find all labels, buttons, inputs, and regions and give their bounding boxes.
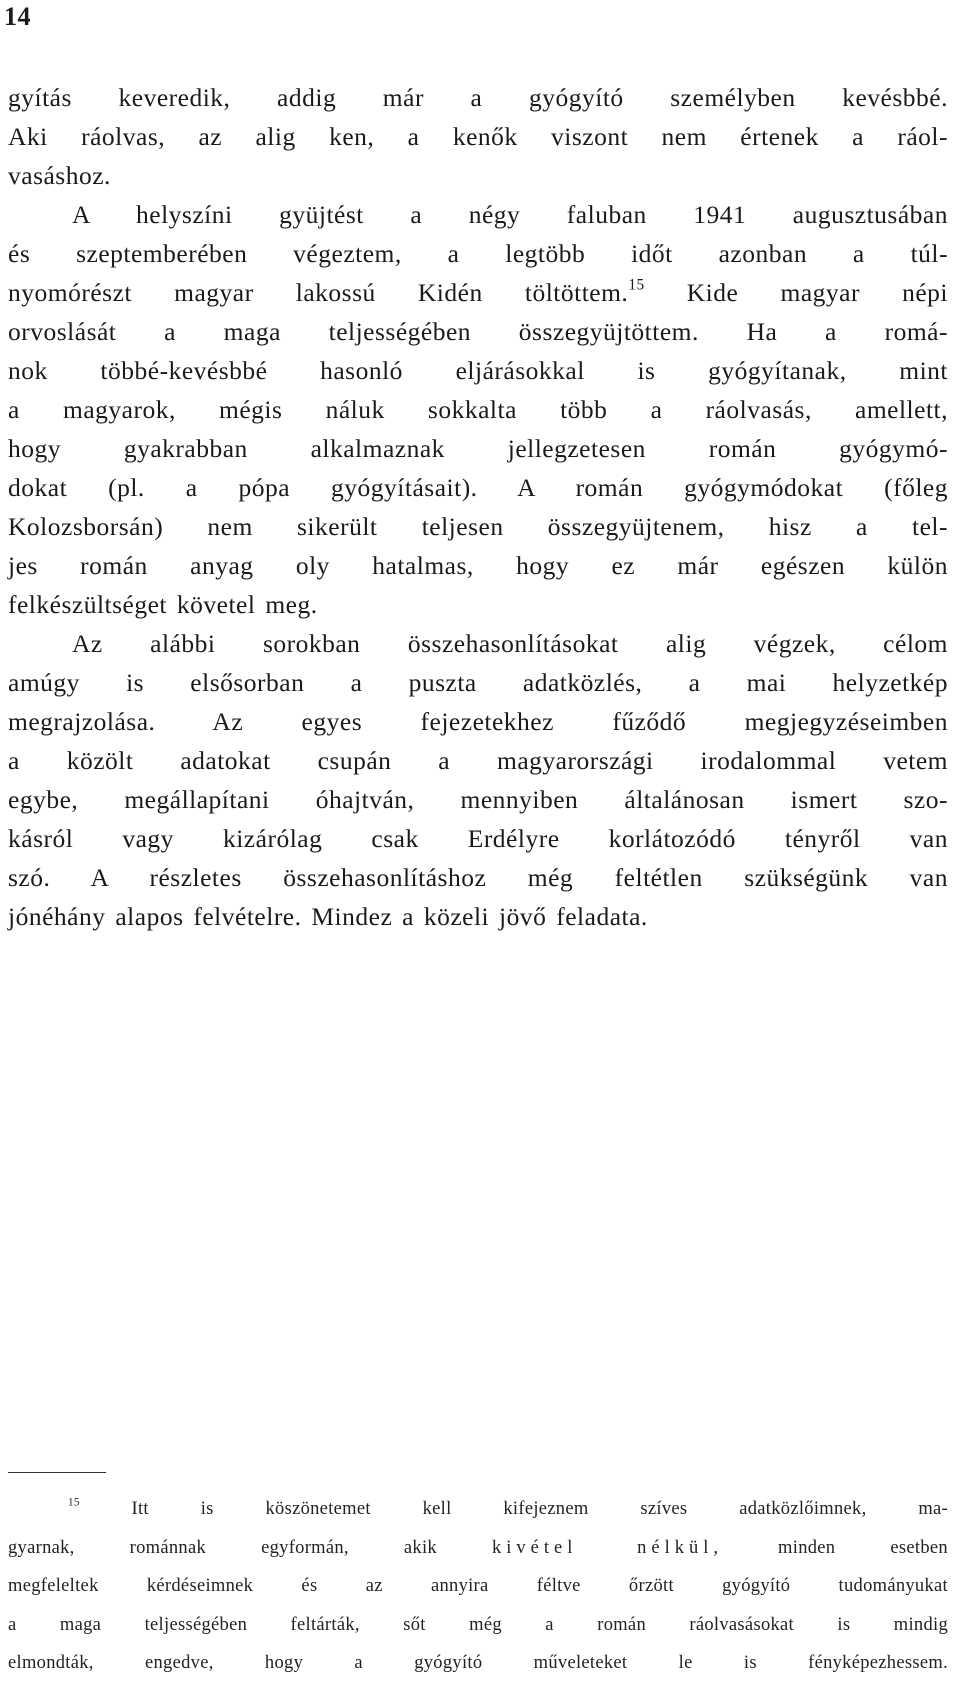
page-number: 14 — [4, 2, 31, 31]
footnote-text: minden esetben — [723, 1537, 948, 1558]
text-line: Az alábbi sorokban összehasonlításokat alig végzek, célom — [72, 629, 948, 658]
text-line: A helyszíni gyüjtést a négy faluban 1941 augusztusában — [72, 200, 948, 229]
main-text — [8, 78, 948, 936]
footnote-divider — [8, 1472, 106, 1473]
text-line: a közölt adatokat csupán a magyarországi irodalommal vetem — [8, 746, 948, 775]
text-line: jónéhány alapos felvételre. Mindez a közeli jövő feladata. — [8, 902, 648, 931]
footnote-text: gyarnak, románnak egyformán, akik — [8, 1537, 493, 1558]
text-line: és szeptemberében végeztem, a legtöbb időt azonban a túl- — [8, 239, 948, 268]
text-line: szó. A részletes összehasonlításhoz még feltétlen szükségünk van — [8, 863, 948, 892]
footnote-line — [8, 1490, 948, 1529]
text-line: nok többé-kevésbbé hasonló eljárásokkal is gyógyítanak, mint — [8, 356, 948, 385]
footnote-line: a maga teljességében feltárták, sőt még a román ráolvasásokat is mindig — [8, 1614, 948, 1635]
footnote-line: elmondták, engedve, hogy a gyógyító műveleteket le is fényképezhessem. — [8, 1653, 948, 1673]
footnote — [8, 1490, 948, 1683]
text-line: felkészültséget követel meg. — [8, 590, 318, 619]
footnote-reference[interactable]: 15 — [628, 276, 645, 294]
text-line: Kolozsborsán) nem sikerült teljesen összegyüjtenem, hisz a tel- — [8, 512, 948, 541]
text-line: kásról vagy kizárólag csak Erdélyre korlátozódó tényről van — [8, 824, 948, 853]
text-line: gyítás keveredik, addig már a gyógyító személyben kevésbbé. — [8, 83, 948, 112]
text-line: vasáshoz. — [8, 161, 111, 190]
text-fragment: Kide magyar népi — [644, 278, 948, 307]
text-line: Aki ráolvas, az alig ken, a kenők viszont nem értenek a ráol- — [8, 122, 948, 151]
text-fragment: nyomórészt magyar lakossú Kidén töltöttem. — [8, 278, 629, 307]
footnote-marker: 15 — [68, 1496, 80, 1509]
text-line — [8, 273, 948, 312]
text-line: megrajzolása. Az egyes fejezetekhez fűződő megjegyzéseimben — [8, 707, 948, 736]
footnote-line: megfeleltek kérdéseimnek és az annyira féltve őrzött gyógyító tudományukat — [8, 1576, 948, 1596]
text-line: hogy gyakrabban alkalmaznak jellegzetesen román gyógymó- — [8, 434, 948, 463]
footnote-line — [8, 1529, 948, 1568]
text-line: egybe, megállapítani óhajtván, mennyiben általánosan ismert szo- — [8, 785, 948, 814]
text-line: dokat (pl. a pópa gyógyításait). A román gyógymódokat (főleg — [8, 473, 948, 502]
text-line: a magyarok, mégis náluk sokkalta több a ráolvasás, amellett, — [8, 395, 948, 424]
footnote-emphasis: kivétel nélkül, — [492, 1537, 723, 1558]
footnote-text: Itt is köszönetemet kell kifejeznem szíves adatközlőimnek, ma- — [79, 1499, 948, 1519]
text-line: orvoslását a maga teljességében összegyüjtöttem. Ha a romá- — [8, 317, 948, 346]
text-line: jes román anyag oly hatalmas, hogy ez már egészen külön — [8, 551, 948, 580]
text-line: amúgy is elsősorban a puszta adatközlés, a mai helyzetkép — [8, 668, 948, 697]
